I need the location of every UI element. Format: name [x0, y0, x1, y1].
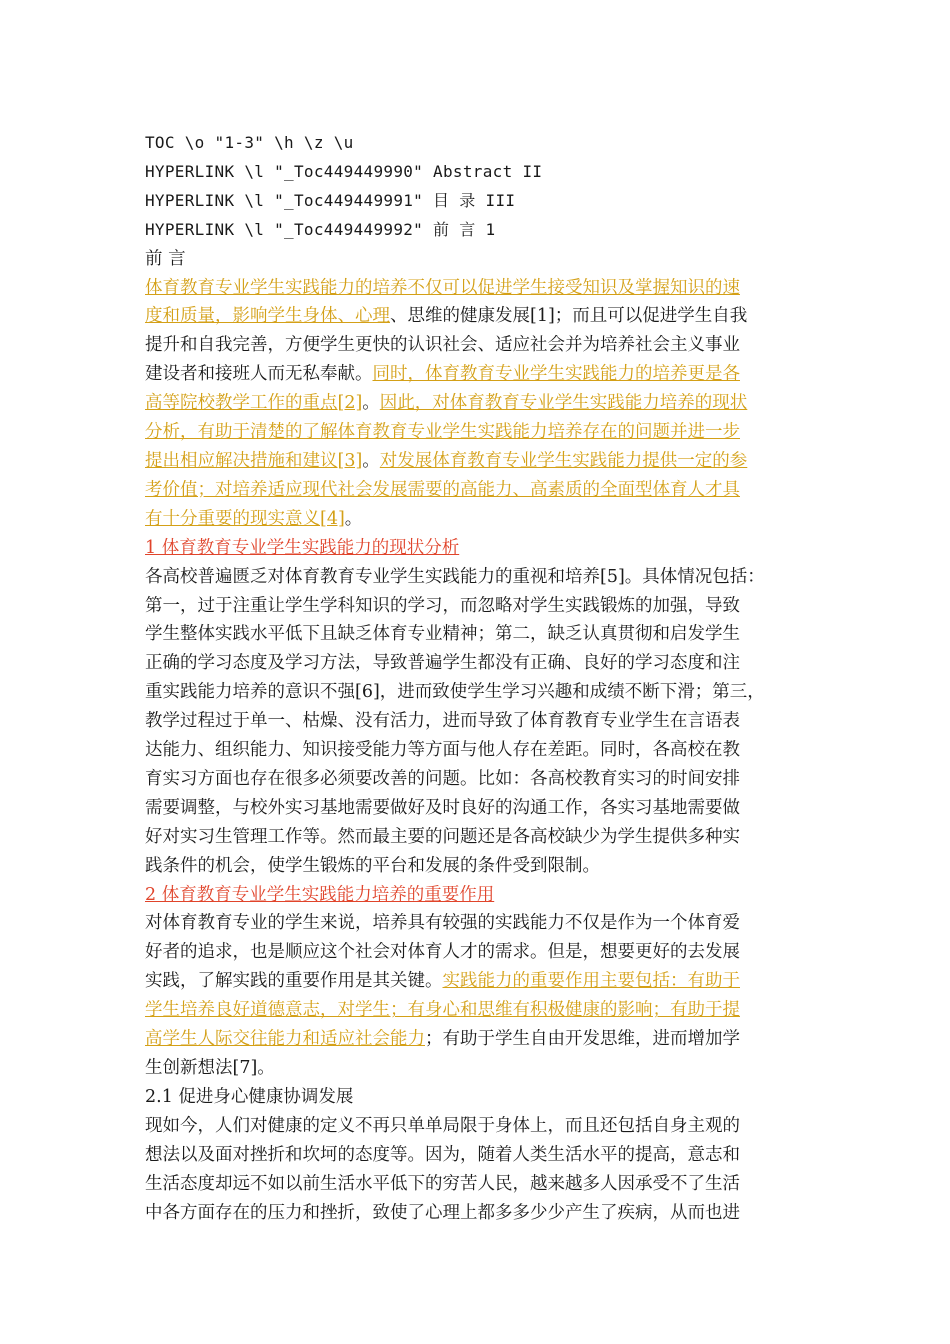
preface-line — [145, 476, 825, 505]
highlighted-text: 度和质量，影响学生身体、心理 — [145, 306, 390, 327]
highlighted-text: 有十分重要的现实意义[4] — [145, 508, 345, 529]
preface-line — [145, 274, 825, 303]
section-2-line: 生创新想法[7]。 — [145, 1058, 275, 1078]
body-text: ；有助于学生自由开发思维，进而增加学 — [425, 1029, 740, 1050]
section-2-heading — [145, 881, 825, 910]
highlighted-text: 因此，对体育教育专业学生实践能力培养的现状 — [379, 393, 748, 414]
section-2-line — [145, 1025, 825, 1054]
highlighted-text: 高学生人际交往能力和适应社会能力 — [145, 1029, 425, 1050]
document-page — [145, 129, 825, 1227]
highlighted-text: 实践能力的重要作用主要包括：有助于 — [442, 971, 740, 992]
section-2-1-line: 现如今，人们对健康的定义不再只单单局限于身体上，而且还包括自身主观的 — [145, 1115, 740, 1136]
highlighted-text: 对发展体育教育专业学生实践能力提供一定的参 — [379, 450, 748, 471]
highlighted-text: 高等院校教学工作的重点[2] — [145, 393, 363, 414]
body-text: 建设者和接班人而无私奉献。 — [145, 364, 373, 385]
toc-link-contents[interactable]: HYPERLINK \l "_Toc449449991" 目 录 III — [145, 190, 516, 210]
toc-link-preface[interactable]: HYPERLINK \l "_Toc449449992" 前 言 1 — [145, 219, 496, 239]
section-1-line: 践条件的机会，使学生锻炼的平台和发展的条件受到限制。 — [145, 855, 600, 876]
highlighted-text: 同时，体育教育专业学生实践能力的培养更是各 — [372, 364, 740, 385]
section-1-line: 各高校普遍匮乏对体育教育专业学生实践能力的重视和培养[5]。具体情况包括： — [145, 566, 765, 587]
toc-field: TOC \o "1-3" \h \z \u — [145, 133, 354, 152]
section-2-1-line: 生活态度却远不如以前生活水平低下的穷苦人民，越来越多人因承受不了生活 — [145, 1173, 740, 1194]
body-text: 实践，了解实践的重要作用是其关键。 — [145, 971, 443, 992]
section-1-line: 正确的学习态度及学习方法，导致普遍学生都没有正确、良好的学习态度和注 — [145, 653, 740, 674]
section-1-line: 第一，过于注重让学生学科知识的学习，而忽略对学生实践锻炼的加强，导致 — [145, 595, 740, 616]
section-1-line: 重实践能力培养的意识不强[6]，进而致使学生学习兴趣和成绩不断下滑；第三， — [145, 682, 765, 703]
section-2-line — [145, 967, 825, 996]
preface-line — [145, 360, 825, 389]
section-2-1-line: 想法以及面对挫折和坎坷的态度等。因为，随着人类生活水平的提高，意志和 — [145, 1144, 740, 1165]
preface-line — [145, 447, 825, 476]
highlighted-text: 提出相应解决措施和建议[3] — [145, 450, 363, 471]
highlighted-text: 学生培养良好道德意志，对学生；有身心和思维有积极健康的影响；有助于提 — [145, 1000, 740, 1021]
section-2-line — [145, 996, 825, 1025]
section-1-line: 学生整体实践水平低下且缺乏体育专业精神；第二，缺乏认真贯彻和启发学生 — [145, 624, 740, 645]
preface-heading: 前 言 — [145, 248, 186, 269]
section-2-1-line: 中各方面存在的压力和挫折，致使了心理上都多多少少产生了疾病，从而也进 — [145, 1202, 740, 1223]
section-2-line: 好者的追求，也是顺应这个社会对体育人才的需求。但是，想要更好的去发展 — [145, 942, 740, 963]
section-1-line: 教学过程过于单一、枯燥、没有活力，进而导致了体育教育专业学生在言语表 — [145, 711, 740, 732]
section-1-line: 育实习方面也存在很多必须要改善的问题。比如：各高校教育实习的时间安排 — [145, 768, 740, 789]
preface-line — [145, 505, 825, 534]
highlighted-text: 分析，有助于清楚的了解体育教育专业学生实践能力培养存在的问题并进一步 — [145, 422, 740, 443]
preface-line: 提升和自我完善，方便学生更快的认识社会、适应社会并为培养社会主义事业 — [145, 335, 740, 356]
highlighted-text: 体育教育专业学生实践能力的培养不仅可以促进学生接受知识及掌握知识的速 — [145, 277, 740, 298]
preface-line — [145, 302, 825, 331]
section-1-line: 需要调整，与校外实习基地需要做好及时良好的沟通工作，各实习基地需要做 — [145, 797, 740, 818]
section-1-line: 好对实习生管理工作等。然而最主要的问题还是各高校缺少为学生提供多种实 — [145, 826, 740, 847]
preface-line — [145, 389, 825, 418]
body-text: 。 — [362, 450, 380, 471]
body-text: 。 — [362, 393, 380, 414]
section-1-line: 达能力、组织能力、知识接受能力等方面与他人存在差距。同时，各高校在教 — [145, 740, 740, 761]
toc-link-abstract[interactable]: HYPERLINK \l "_Toc449449990" Abstract II — [145, 161, 543, 181]
section-heading-text: 2 体育教育专业学生实践能力培养的重要作用 — [145, 884, 495, 905]
body-text: 。 — [344, 508, 363, 529]
body-text: 、思维的健康发展[1]；而且可以促进学生自我 — [390, 306, 748, 327]
preface-line — [145, 418, 825, 447]
section-1-heading — [145, 534, 825, 563]
section-2-1-heading: 2.1 促进身心健康协调发展 — [145, 1086, 354, 1107]
section-2-line: 对体育教育专业的学生来说，培养具有较强的实践能力不仅是作为一个体育爱 — [145, 913, 740, 934]
highlighted-text: 考价值；对培养适应现代社会发展需要的高能力、高素质的全面型体育人才具 — [145, 479, 740, 500]
section-heading-text: 1 体育教育专业学生实践能力的现状分析 — [145, 537, 460, 558]
